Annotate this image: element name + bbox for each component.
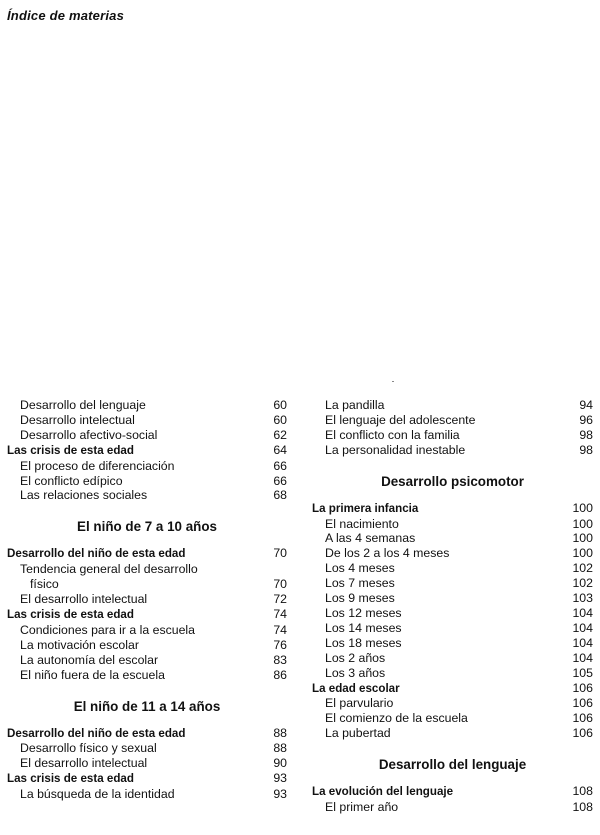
entry-page-number: 93: [273, 787, 287, 802]
entry-page-number: 100: [572, 546, 593, 561]
entry-title: Los 3 años: [325, 665, 386, 680]
entry-page-number: 104: [572, 650, 593, 665]
entry-title: Los 4 meses: [325, 561, 395, 576]
toc-entry[interactable]: [7, 562, 287, 577]
entry-page-number: 104: [572, 605, 593, 620]
toc-entry[interactable]: [7, 577, 287, 592]
entry-title: La evolución del lenguaje: [312, 785, 454, 799]
entry-title: El parvulario: [325, 696, 394, 711]
entry-page-number: 88: [273, 741, 287, 756]
toc-entry[interactable]: [312, 576, 593, 591]
toc-entry[interactable]: [312, 726, 593, 741]
entry-title: Desarrollo intelectual: [20, 412, 135, 427]
entry-page-number: 104: [572, 620, 593, 635]
entry-page-number: 86: [273, 667, 287, 682]
entry-title: El conflicto con la familia: [325, 427, 460, 442]
toc-entry[interactable]: [7, 668, 287, 683]
entry-page-number: 98: [579, 427, 593, 442]
entry-page-number: 64: [273, 442, 287, 457]
section-heading: Desarrollo psicomotor: [381, 473, 524, 489]
entry-page-number: 100: [572, 531, 593, 546]
entry-page-number: 93: [273, 771, 287, 786]
toc-right-column: [312, 398, 593, 815]
toc-entry[interactable]: [7, 592, 287, 607]
toc-entry[interactable]: [312, 398, 593, 413]
entry-page-number: 94: [579, 398, 593, 412]
toc-entry[interactable]: [7, 459, 287, 474]
toc-entry[interactable]: [7, 653, 287, 668]
entry-page-number: 104: [572, 635, 593, 650]
entry-title: La pubertad: [325, 726, 391, 741]
page-title: Índice de materias: [7, 8, 125, 23]
toc-entry[interactable]: [312, 606, 593, 621]
section-spacer: [312, 773, 593, 784]
entry-page-number: 60: [273, 398, 287, 412]
entry-title: Desarrollo del niño de esta edad: [7, 726, 186, 740]
entry-title: Tendencia general del desarrollo: [20, 562, 198, 577]
section-spacer: [312, 490, 593, 501]
entry-page-number: 83: [273, 652, 287, 667]
toc-entry[interactable]: [7, 398, 287, 413]
toc-entry[interactable]: [312, 651, 593, 666]
entry-page-number: 76: [273, 637, 287, 652]
entry-title: Desarrollo del lenguaje: [20, 398, 146, 412]
entry-page-number: 105: [572, 665, 593, 680]
entry-page-number: 88: [273, 725, 287, 740]
entry-title: De los 2 a los 4 meses: [325, 546, 450, 561]
scan-speck: [392, 381, 394, 382]
toc-entry[interactable]: [7, 638, 287, 653]
entry-page-number: 103: [572, 591, 593, 606]
toc-section-entry[interactable]: [7, 443, 287, 459]
toc-section-entry[interactable]: [7, 546, 287, 562]
entry-title: El proceso de diferenciación: [20, 458, 175, 473]
section-spacer: [7, 503, 287, 518]
entry-title: La primera infancia: [312, 501, 419, 515]
toc-entry[interactable]: [312, 696, 593, 711]
toc-section-entry[interactable]: [312, 784, 593, 800]
entry-page-number: 106: [572, 711, 593, 726]
entry-page-number: 70: [273, 577, 287, 592]
toc-entry[interactable]: [312, 413, 593, 428]
entry-title: físico: [30, 577, 59, 592]
entry-page-number: 66: [273, 458, 287, 473]
entry-title: Desarrollo físico y sexual: [20, 741, 157, 756]
entry-page-number: 98: [579, 442, 593, 457]
entry-page-number: 106: [572, 696, 593, 711]
entry-title: El nacimiento: [325, 516, 399, 531]
toc-entry[interactable]: [7, 756, 287, 771]
toc-entry[interactable]: [312, 711, 593, 726]
entry-title: Las crisis de esta edad: [7, 607, 134, 621]
section-spacer: [7, 535, 287, 546]
toc-left-column: [7, 398, 287, 802]
entry-title: Las relaciones sociales: [20, 488, 148, 503]
toc-entry[interactable]: [7, 787, 287, 802]
entry-page-number: 62: [273, 427, 287, 442]
entry-page-number: 66: [273, 473, 287, 488]
entry-title: El desarrollo intelectual: [20, 756, 148, 771]
toc-entry[interactable]: [312, 443, 593, 458]
entry-page-number: 70: [273, 546, 287, 561]
entry-title: El lenguaje del adolescente: [325, 412, 476, 427]
entry-title: La autonomía del escolar: [20, 652, 159, 667]
toc-entry[interactable]: [312, 591, 593, 606]
entry-page-number: 96: [579, 412, 593, 427]
entry-title: Los 2 años: [325, 650, 386, 665]
entry-title: El conflicto edípico: [20, 473, 123, 488]
toc-entry[interactable]: [312, 517, 593, 532]
entry-page-number: 60: [273, 412, 287, 427]
entry-title: Los 7 meses: [325, 576, 395, 591]
entry-page-number: 102: [572, 561, 593, 576]
toc-entry[interactable]: [312, 561, 593, 576]
entry-title: El comienzo de la escuela: [325, 711, 468, 726]
entry-page-number: 106: [572, 726, 593, 741]
toc-entry[interactable]: [312, 428, 593, 443]
section-spacer: [312, 458, 593, 473]
entry-title: La motivación escolar: [20, 637, 139, 652]
entry-title: El niño fuera de la escuela: [20, 667, 165, 682]
toc-section-entry[interactable]: [312, 681, 593, 697]
toc-entry[interactable]: [312, 531, 593, 546]
entry-title: A las 4 semanas: [325, 531, 416, 546]
toc-entry[interactable]: [7, 488, 287, 503]
toc-entry[interactable]: [7, 623, 287, 638]
entry-page-number: 100: [572, 500, 593, 515]
toc-entry[interactable]: [312, 636, 593, 651]
toc-entry[interactable]: [312, 546, 593, 561]
entry-page-number: 68: [273, 488, 287, 503]
toc-entry[interactable]: [312, 621, 593, 636]
section-heading: Desarrollo del lenguaje: [378, 757, 527, 773]
section-spacer: [7, 715, 287, 726]
entry-title: La pandilla: [325, 398, 385, 412]
toc-entry[interactable]: [312, 800, 593, 815]
toc-entry[interactable]: [312, 666, 593, 681]
entry-title: Los 12 meses: [325, 605, 402, 620]
entry-title: Los 18 meses: [325, 635, 402, 650]
entry-title: El desarrollo intelectual: [20, 592, 148, 607]
entry-title: Desarrollo del niño de esta edad: [7, 547, 186, 561]
entry-page-number: 74: [273, 622, 287, 637]
entry-page-number: 106: [572, 680, 593, 695]
entry-title: Los 14 meses: [325, 620, 402, 635]
toc-entry[interactable]: [7, 741, 287, 756]
entry-title: La edad escolar: [312, 681, 400, 695]
entry-title: La búsqueda de la identidad: [20, 787, 175, 802]
entry-page-number: 90: [273, 756, 287, 771]
section-heading: El niño de 7 a 10 años: [77, 519, 217, 535]
entry-page-number: 74: [273, 606, 287, 621]
toc-section-entry[interactable]: [7, 771, 287, 787]
toc-entry[interactable]: [7, 474, 287, 489]
entry-title: Condiciones para ir a la escuela: [20, 622, 195, 637]
entry-title: Las crisis de esta edad: [7, 443, 134, 457]
entry-title: Desarrollo afectivo-social: [20, 427, 158, 442]
entry-page-number: 102: [572, 576, 593, 591]
section-spacer: [7, 683, 287, 698]
toc-section-entry[interactable]: [312, 501, 593, 517]
entry-title: La personalidad inestable: [325, 442, 466, 457]
entry-title: Las crisis de esta edad: [7, 772, 134, 786]
toc-entry[interactable]: [7, 428, 287, 443]
section-heading: El niño de 11 a 14 años: [73, 698, 221, 714]
entry-title: Los 9 meses: [325, 591, 395, 606]
entry-page-number: 108: [572, 800, 593, 815]
entry-title: El primer año: [325, 800, 399, 815]
entry-page-number: 100: [572, 516, 593, 531]
entry-page-number: 108: [572, 784, 593, 799]
toc-entry[interactable]: [7, 413, 287, 428]
section-spacer: [312, 741, 593, 756]
toc-section-entry[interactable]: [7, 726, 287, 742]
toc-section-entry[interactable]: [7, 607, 287, 623]
entry-page-number: 72: [273, 592, 287, 607]
